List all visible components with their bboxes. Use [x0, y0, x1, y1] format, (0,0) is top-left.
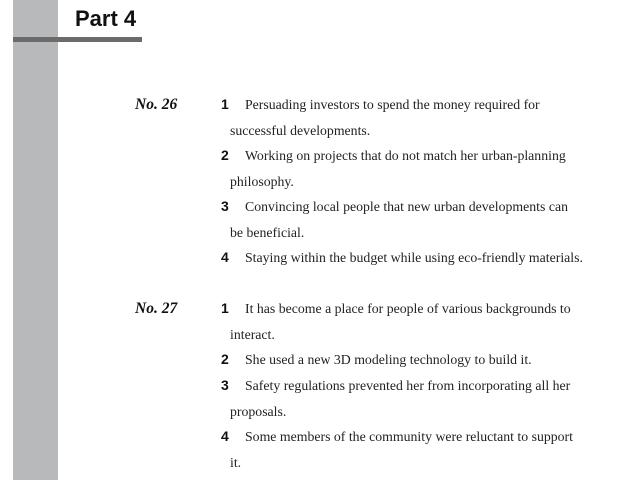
question-number: No. 27: [135, 300, 178, 317]
option-number: 2: [221, 147, 229, 163]
header-rule: [13, 37, 142, 42]
option-text: Persuading investors to spend the money required for: [245, 97, 540, 112]
option-number: 4: [221, 249, 229, 265]
option-text: Working on projects that do not match her urban-planning: [245, 148, 566, 163]
option-text: She used a new 3D modeling technology to build it.: [245, 352, 532, 367]
option-1: [221, 92, 627, 143]
option-text-continued: be beneficial.: [230, 224, 305, 240]
option-text-continued: philosophy.: [230, 173, 294, 189]
option-text-continued: successful developments.: [230, 122, 371, 138]
option-number: 3: [221, 198, 229, 214]
option-2: [221, 143, 627, 194]
option-text: Safety regulations prevented her from incorporating all her: [245, 378, 571, 393]
option-text: Some members of the community were reluctant to support: [245, 429, 573, 444]
option-text: It has become a place for people of various backgrounds to: [245, 301, 571, 316]
option-text-continued: interact.: [230, 326, 275, 342]
option-4: [221, 245, 627, 271]
option-4: [221, 424, 627, 475]
option-3: [221, 373, 627, 424]
option-number: 3: [221, 377, 229, 393]
part-title: Part 4: [75, 6, 137, 31]
option-number: 4: [221, 428, 229, 444]
question-number: No. 26: [135, 96, 178, 113]
option-text: Staying within the budget while using eco-friendly materials.: [245, 250, 583, 265]
option-3: [221, 194, 627, 245]
option-number: 2: [221, 351, 229, 367]
side-bar: [13, 0, 58, 480]
option-1: [221, 296, 627, 347]
option-text: Convincing local people that new urban developments can: [245, 199, 568, 214]
option-text-continued: proposals.: [230, 403, 287, 419]
option-number: 1: [221, 300, 229, 316]
option-number: 1: [221, 96, 229, 112]
option-2: [221, 347, 627, 373]
option-text-continued: it.: [230, 454, 242, 470]
